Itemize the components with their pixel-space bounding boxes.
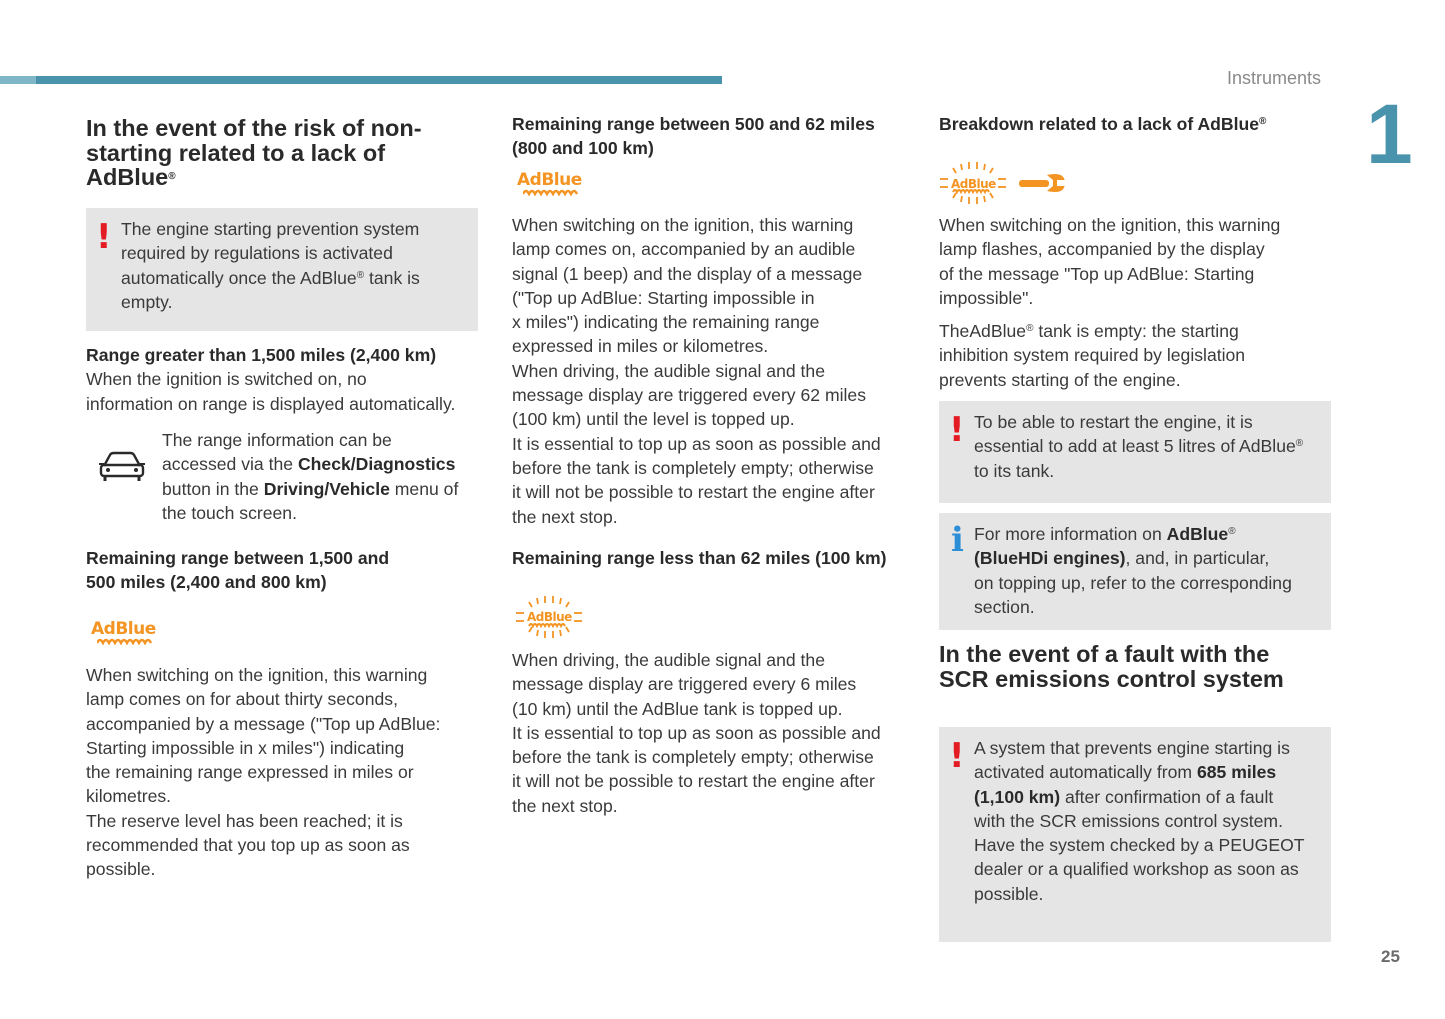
adblue-warning-lamp-icon: AdBlue bbox=[517, 168, 581, 196]
wrench-service-icon bbox=[1019, 171, 1067, 195]
adblue-flashing-lamp-icon: AdBlue bbox=[515, 594, 585, 640]
adblue-flashing-lamp-icon: AdBlue bbox=[939, 160, 1009, 206]
header-rule bbox=[0, 76, 722, 84]
page-number: 25 bbox=[1381, 947, 1400, 966]
range-1500-500-heading: Remaining range between 1,500 and 500 miles (2,400 and 800 km) bbox=[86, 548, 390, 593]
tank-empty-paragraph: TheAdBlue® tank is empty: the starting inhibition system required by legislation prevents starting of the engine. bbox=[939, 321, 1246, 390]
warning-box-scr-fault: ! A system that prevents engine starting is activated automatically from 685 miles (1,100 km) after confirmation of a fault with the SCR emissions control system. Have the system checked by a PEUGEOT dealer or a qualified workshop as soon as possible. bbox=[939, 727, 1331, 942]
range-less-62-heading: Remaining range less than 62 miles (100 km) bbox=[512, 548, 887, 568]
range-500-62-heading: Remaining range between 500 and 62 miles (800 and 100 km) bbox=[512, 114, 875, 159]
range-less-62-body: When driving, the audible signal and the message display are triggered every 6 miles (10 km) until the AdBlue tank is topped up. It is essential to top up as soon as possible and before the tank is completely empty; otherwise it will not be possible to restart the engine after the next stop. bbox=[512, 650, 881, 816]
warning-box-restart: ! To be able to restart the engine, it is essential to add at least 5 litres of AdBlue® to its tank. bbox=[939, 401, 1331, 503]
info-box-adblue: i For more information on AdBlue® (BlueHDi engines), and, in particular, on topping up, refer to the corresponding section. bbox=[939, 513, 1331, 630]
range-1500-section: Range greater than 1,500 miles (2,400 km) When the ignition is switched on, no information on range is displayed automatically. bbox=[86, 343, 486, 416]
warning-box-starting-prevention: ! The engine starting prevention system required by regulations is activated automatically once the AdBlue® tank is empty. bbox=[86, 208, 478, 331]
section-title: Instruments bbox=[1227, 68, 1322, 88]
adblue-warning-lamp-icon: AdBlue bbox=[91, 617, 155, 645]
warning-exclamation-icon: ! bbox=[96, 217, 112, 257]
header-rule-accent bbox=[0, 76, 36, 84]
car-diagnostics-icon bbox=[99, 449, 145, 483]
range-1500-heading: Range greater than 1,500 miles (2,400 km) bbox=[86, 345, 437, 365]
breakdown-heading: Breakdown related to a lack of AdBlue® bbox=[939, 114, 1267, 134]
breakdown-body: When switching on the ignition, this warning lamp flashes, accompanied by the display of the message "Top up AdBlue: Starting impossible". bbox=[939, 215, 1281, 308]
info-icon: i bbox=[951, 520, 964, 560]
risk-non-starting-title: In the event of the risk of non- starting related to a lack of AdBlue® bbox=[86, 115, 422, 190]
warning-exclamation-icon: ! bbox=[949, 736, 965, 776]
warning-exclamation-icon: ! bbox=[949, 410, 965, 450]
range-information-note: The range information can be accessed via the Check/Diagnostics button in the Driving/Vehicle menu of the touch screen. bbox=[162, 430, 459, 523]
chapter-number: 1 bbox=[1366, 87, 1413, 181]
range-500-62-body: When switching on the ignition, this warning lamp comes on, accompanied by an audible signal (1 beep) and the display of a message ("Top up AdBlue: Starting impossible in x miles") indicating the remaining range expressed in miles or kilometres. When driving, the audible signal and the message display are triggered every 62 miles (100 km) until the level is topped up. It is essential to top up as soon as possible and before the tank is completely empty; otherwise it will not be possible to restart the engine after the next stop. bbox=[512, 215, 881, 527]
range-1500-500-body: When switching on the ignition, this warning lamp comes on for about thirty seconds, accompanied by a message ("Top up AdBlue: Starting impossible in x miles") indicating the remaining range expressed in miles or kilometres. The reserve level has been reached; it is recommended that you top up as soon as possible. bbox=[86, 665, 441, 880]
scr-fault-title: In the event of a fault with the SCR emissions control system bbox=[939, 641, 1284, 692]
